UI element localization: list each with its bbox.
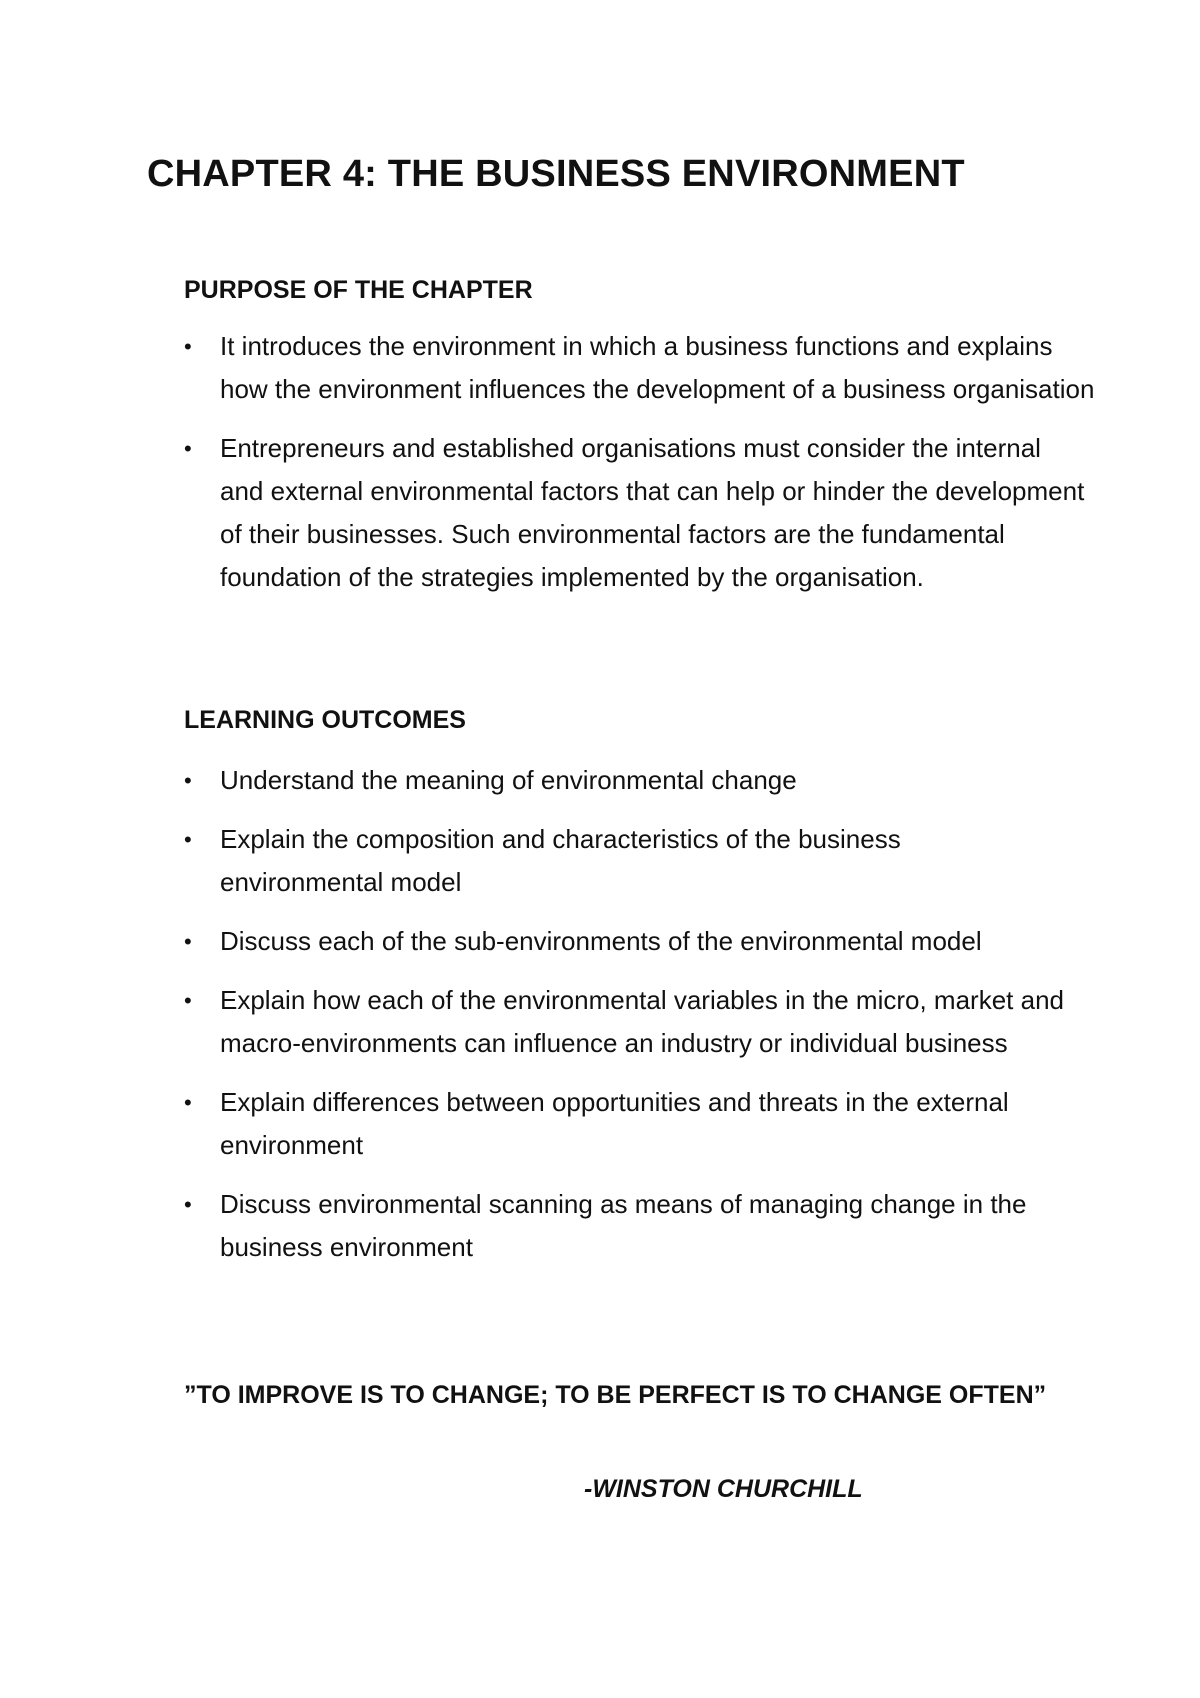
list-item — [184, 920, 1050, 963]
list-item-text: Discuss environmental scanning as means of managing change in the business environment — [220, 1189, 1027, 1262]
list-item-text: Understand the meaning of environmental change — [220, 765, 797, 795]
bullet-icon: • — [184, 768, 192, 793]
quote-text: ”TO IMPROVE IS TO CHANGE; TO BE PERFECT IS TO CHANGE OFTEN” — [184, 1381, 1047, 1409]
list-item-text: Discuss each of the sub-environments of the environmental model — [220, 926, 982, 956]
bullet-icon: • — [184, 1090, 192, 1115]
list-item — [184, 1183, 1100, 1269]
quote-author: -WINSTON CHURCHILL — [584, 1475, 863, 1503]
list-item — [184, 818, 1040, 904]
list-item-text: Explain how each of the environmental variables in the micro, market and macro-environments can influence an industry or individual business — [220, 985, 1064, 1058]
list-item-text: Explain the composition and characteristics of the business environmental model — [220, 824, 901, 897]
bullet-icon: • — [184, 334, 192, 359]
purpose-heading: PURPOSE OF THE CHAPTER — [184, 276, 533, 304]
list-item — [184, 325, 1100, 411]
list-item — [184, 979, 1080, 1065]
list-item — [184, 427, 1090, 599]
purpose-list — [184, 325, 1095, 599]
list-item — [184, 759, 1080, 802]
learning-outcomes-heading: LEARNING OUTCOMES — [184, 706, 466, 734]
bullet-icon: • — [184, 929, 192, 954]
list-item-text: It introduces the environment in which a business functions and explains how the environment influences the development of a business organisation — [220, 331, 1095, 404]
bullet-icon: • — [184, 988, 192, 1013]
bullet-icon: • — [184, 436, 192, 461]
bullet-icon: • — [184, 827, 192, 852]
list-item-text: Explain differences between opportunities and threats in the external environment — [220, 1087, 1009, 1160]
list-item-text: Entrepreneurs and established organisations must consider the internal and external environmental factors that can help or hinder the development of their businesses. Such environmental factors are the fundamental foundation of the strategies implemented by the organisation. — [220, 433, 1085, 592]
chapter-title: CHAPTER 4: THE BUSINESS ENVIRONMENT — [147, 153, 965, 195]
bullet-icon: • — [184, 1192, 192, 1217]
list-item — [184, 1081, 1070, 1167]
learning-outcomes-list — [184, 759, 1084, 1269]
